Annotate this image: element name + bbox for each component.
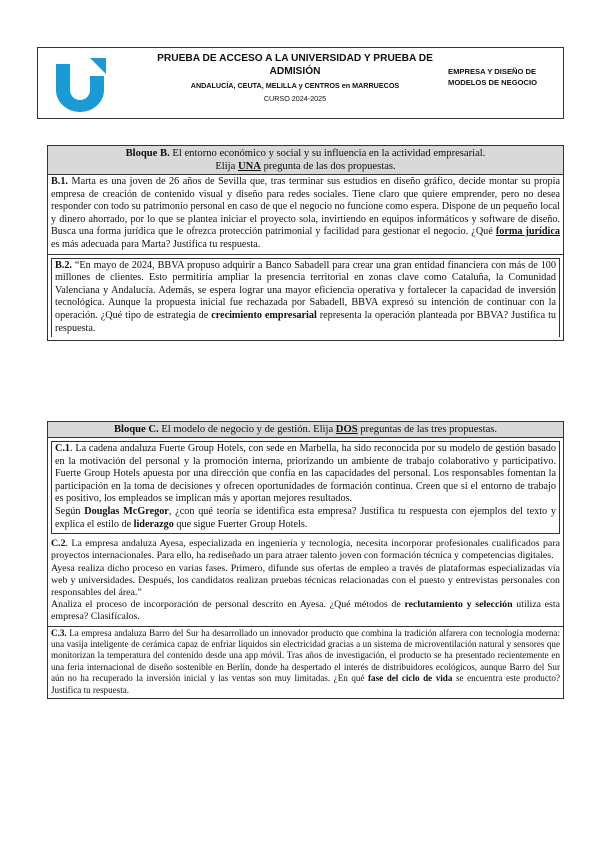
- block-b-title: El entorno económico y social y su influencia en la actividad empresarial.: [169, 148, 486, 159]
- university-logo-icon: [52, 56, 108, 112]
- question-b2-key: crecimiento empresarial: [211, 309, 317, 321]
- question-c1: C.1. La cadena andaluza Fuerte Group Hotels, con sede en Marbella, ha sido reconocida por su modelo de gestión basado en la motivación del personal y la promoción interna, priorizando un ambiente de trabajo colaborativo y participativo. Fuerte Group Hotels apuesta por una dirección que confía en las capacidades del personal. Los responsables fomentan la participación en la toma de decisiones y ofrecen oportunidades de formación continua. Creen que si el entorno de trabajo es positivo, los empleados se implican más y aportan mejores resultados. Según Douglas McGregor, ¿con qué teoría se identifica esta empresa? Justifica tu respuesta con ejemplos del texto y explica el estilo de liderazgo que sigue Fuerter Group Hotels.: [51, 441, 560, 534]
- subject-label: EMPRESA Y DISEÑO DE MODELOS DE NEGOCIO: [448, 67, 538, 87]
- block-b-label: Bloque B.: [125, 148, 170, 159]
- page-title: PRUEBA DE ACCESO A LA UNIVERSIDAD Y PRUEBA DE ADMISIÓN: [157, 53, 433, 77]
- question-c1-key: Douglas McGregor: [84, 505, 169, 517]
- block-b: [47, 145, 564, 341]
- block-c: [47, 421, 564, 699]
- question-c3: C.3. La empresa andaluza Barro del Sur ha desarrollado un innovador producto que combina la tradición alfarera con tecnología moderna: una vasija inteligente de cerámica capaz de enfriar líquidos sin electricidad gracias a un sistema de microventilación natural y sensores que monitorizan la temperatura del contenido desde una app móvil. Tras años de investigación, el producto se ha presentado recientemente en una feria internacional de diseño sostenible en Berlín, donde ha despertado el interés de distribuidores ecológicos, aunque Barro del Sur aún no ha recuperado la inversión inicial y las ventas son muy limitadas. ¿En qué fase del ciclo de vida se encuentra este producto? Justifica tu respuesta.: [51, 627, 560, 695]
- block-c-count: DOS: [335, 424, 358, 435]
- course-label: CURSO 2024-2025: [263, 94, 327, 103]
- block-c-label: Bloque C.: [113, 424, 159, 435]
- question-b1: B.1. Marta es una joven de 26 años de Sevilla que, tras terminar sus estudios en diseño gráfico, decide montar su propia empresa de creación de contenido visual y diseño para redes sociales. Tiene claro que quiere emprender, pero no desea responder con todo su patrimonio personal en caso de que el negocio no funcione como espera. Dispone de un pequeño local y dinero ahorrado, por lo que se plantea iniciar el proyecto sola, invirtiendo en equipos informáticos y software de diseño. Busca una forma jurídica que le ofrezca protección patrimonial y facilidad para gestionar el negocio. ¿Qué forma jurídica es más adecuada para Marta? Justifica tu respuesta.: [48, 175, 563, 255]
- question-b2: B.2. “En mayo de 2024, BBVA propuso adquirir a Banco Sabadell para crear una gran entidad financiera con más de 100 millones de clientes. Esto permitiría ampliar la presencia territorial en zonas clave como Cataluña, la Comunidad Valenciana y Andalucía. Además, se espera lograr una mayor eficiencia operativa y fortalecer la capacidad de inversión tecnológica. Aunque la propuesta inicial fue rechazada por Sabadell, BBVA expresó su intención de continuar con la operación. ¿Qué tipo de estrategia de crecimiento empresarial representa la operación planteada por BBVA? Justifica tu respuesta.: [51, 258, 560, 338]
- block-b-heading: Bloque B. El entorno económico y social y su influencia en la actividad empresarial. Elija UNA pregunta de las dos propuestas.: [48, 146, 563, 175]
- question-b1-key: forma jurídica: [495, 226, 560, 238]
- exam-header: [37, 47, 564, 119]
- region-subtitle: ANDALUCÍA, CEUTA, MELILLA y CENTROS en MARRUECOS: [190, 81, 400, 90]
- block-c-heading: Bloque C. El modelo de negocio y de gestión. Elija DOS preguntas de las tres propuestas.: [48, 422, 563, 438]
- block-b-count: UNA: [237, 161, 261, 172]
- question-c2: C.2. La empresa andaluza Ayesa, especializada en ingeniería y tecnología, necesita incorporar profesionales cualificados para proyectos internacionales. Para ello, ha rediseñado un para atraer talento joven con formación técnica y competencias digitales. Ayesa realiza dicho proceso en varias fases. Primero, difunde sus ofertas de empleo a través de plataformas especializadas vía web y universidades. Después, los candidatos realizan pruebas técnicas relacionadas con el puesto y entrevistas personales con responsables del área.” Analiza el proceso de incorporación de personal descrito en Ayesa. ¿Qué métodos de reclutamiento y selección utiliza esta empresa? Clasifícalos.: [48, 537, 563, 626]
- question-c3-key: fase del ciclo de vida: [368, 673, 453, 684]
- question-c2-key: reclutamiento y selección: [404, 599, 513, 611]
